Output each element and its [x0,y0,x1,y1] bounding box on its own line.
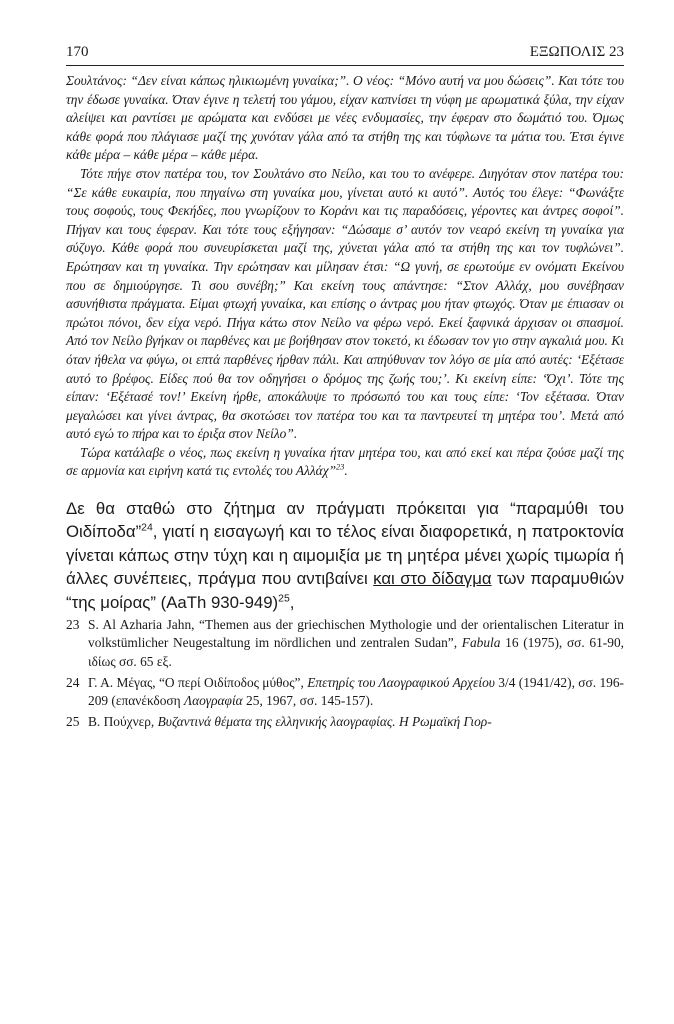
page-number: 170 [66,44,89,60]
main-text [66,497,624,614]
quote-paragraph-3-text: Τώρα κατάλαβε ο νέος, πως εκείνη η γυναίκα ήταν μητέρα του, και από εκεί και πέρα ζούσε μαζί της σε αρμονία και ειρήνη κατά τις εντολές του Αλλάχ” [66,444,624,479]
footnote-text-part: S. Al Azharia Jahn, “Themen aus der griechischen Mythologie und der orientalischen Literatur in volkstümlicher Neugestaltung im nördlichen und zentralen Sudan”, [88,617,624,651]
footnote-text-part: 25, 1967, σσ. 145-157). [242,692,374,708]
footnote-24 [66,674,624,710]
underlined-phrase: και στο δίδαγμα [373,569,492,589]
footnotes [66,616,624,731]
footnote-number: 23 [66,617,80,633]
footnote-italic: Fabula [461,635,501,651]
quote-paragraph-1: Σουλτάνος: “Δεν είναι κάπως ηλικιωμένη γυναίκα;”. Ο νέος: “Μόνο αυτή να μου δώσεις”. Και τότε του την έδωσε γυναίκα. Όταν έγινε η τελετή του γάμου, είχαν καπνίσει τη νύφη με αρωματικά ξύλα, την είχαν αλείψει και ραντίσει με αρώματα και ενδύσει με νέες ενδυμασίες, την έφεραν στο δωμάτιό του. Όμως κάθε φορά που πλάγιασε μαζί της χυνόταν γάλα από τα στήθη της και τύφλωνε τα μάτια του. Έτσι έγινε κάθε μέρα – κάθε μέρα – κάθε μέρα. [66,73,624,163]
footnote-number: 25 [66,714,80,730]
quoted-tale [66,72,624,481]
journal-title: ΕΞΩΠΟΛΙΣ 23 [529,44,624,60]
quote-paragraph-2: Τότε πήγε στον πατέρα του, τον Σουλτάνο στο Νείλο, και του το ανέφερε. Διηγόταν στον πατέρα του: “Σε κάθε ευκαιρία, που πηγαίνω στη γυναίκα μου, γίνεται αυτό κι αυτό”. Αυτός του έλεγε: “Φωνάξτε τους σοφούς, τους Φεκήδες, που γνωρίζουν το Κοράνι και τις παραδόσεις, γέροντες και άντρες σοφοί”. Πήγαν και τους έφεραν. Και τότε τους εξήγησαν: “Δώσαμε σ’ αυτόν τον νεαρό εκείνη τη γυναίκα για σύζυγο. Κάθε φορά που συνευρίσκεται μαζί της, χύνεται γάλα από τα στήθη της και τον τυφλώνει”. Ερώτησαν και τη γυναίκα. Την ερώτησαν και μίλησαν έτσι: “Ω γυνή, σε ερωτούμε εν ονόματι Εκείνου που σε δημιούργησε. Τι σου συνέβη;” Και εκείνη τους απάντησε: “Στον Αλλάχ, μου συνέβησαν ασυνήθιστα πράγματα. Είμαι φτωχή γυναίκα, και επίσης ο άντρας μου ήταν φτωχός. Όταν με έπιασαν οι πρώτοι πόνοι, δεν είχα νερό. Πήγα κάτω στον Νείλο να φέρω νερό. Εκεί ξαφνικά άρχισαν οι σπασμοί. Από τον Νείλο βγήκαν οι παρθένες και με βοήθησαν στον τοκετό, κι έδωσαν τον γιο στην αγκαλιά μου. Κι όταν ήθελα να φύγω, οι επτά παρθένες ήρθαν πάλι. Και απηύθυναν τον λόγο σε μία από αυτές: ‘Εξέτασε αυτό το βρέφος. Είδες πού θα τον οδηγήσει ο δρόμος της ζωής του;’. Κι εκείνη είπε: ‘Όχι’. Τότε της είπαν: ‘Εξέτασέ τον!’ Εκείνη ήρθε, αποκάλυψε το πρόσωπό του και τους είπε: ‘Τον εξέτασα. Όταν μεγαλώσει και γίνει άντρας, θα σκοτώσει τον πατέρα του και τα παντρευτεί τη μητέρα του’. Μετά από αυτό εγώ το πήρα και το έριξα στον Νείλο”. [66,165,624,442]
main-paragraph [66,497,624,614]
quote-paragraph-3 [66,444,624,481]
footnote-23 [66,616,624,671]
main-text-part-1: Δε θα σταθώ στο ζήτημα αν πράγματι πρόκειται για “παραμύθι του Οιδίποδα” [66,499,624,542]
footnote-text-part: Β. Πούχνερ, [88,714,158,730]
page [66,44,624,734]
footnote-number: 24 [66,674,80,690]
footnote-text [88,616,624,671]
main-text-part-2: , γιατί η εισαγωγή και το τέλος είναι διαφορετικά, η πατροκτονία γίνεται κάπως στην τύχη και η αιμομιξία με τη μητέρα μένει χωρίς τιμωρία ή άλλες συνέπειες, πράγμα που αντιβαίνει [66,522,624,589]
running-header [66,44,624,66]
main-text-part-3: των παραμυθιών “της μοίρας” (AaTh 930-949) [66,569,624,612]
footnote-text-part: 16 (1975), σσ. 61-90, ιδίως σσ. 65 εξ. [88,635,625,669]
quote-paragraph-3-end: . [344,463,348,479]
main-text-part-4: , [289,592,295,612]
footnote-italic: Βυζαντινά θέματα της ελληνικής λαογραφίας. Η Ρωμαϊκή Γιορ- [157,714,492,730]
footnote-italic: Επετηρίς του Λαογραφικού Αρχείου [307,674,495,690]
footnote-ref-25: 25 [278,593,290,605]
footnote-ref-23: 23 [336,463,345,472]
footnote-ref-24: 24 [141,522,153,534]
footnote-25 [66,713,624,731]
footnote-italic: Λαογραφία [184,692,243,708]
footnote-text-part: 3/4 (1941/42), σσ. 196-209 (επανέκδοση [88,674,624,708]
footnote-text [88,674,624,710]
footnote-text [88,713,624,731]
footnote-text-part: Γ. Α. Μέγας, “Ο περί Οιδίποδος μύθος”, [88,674,308,690]
